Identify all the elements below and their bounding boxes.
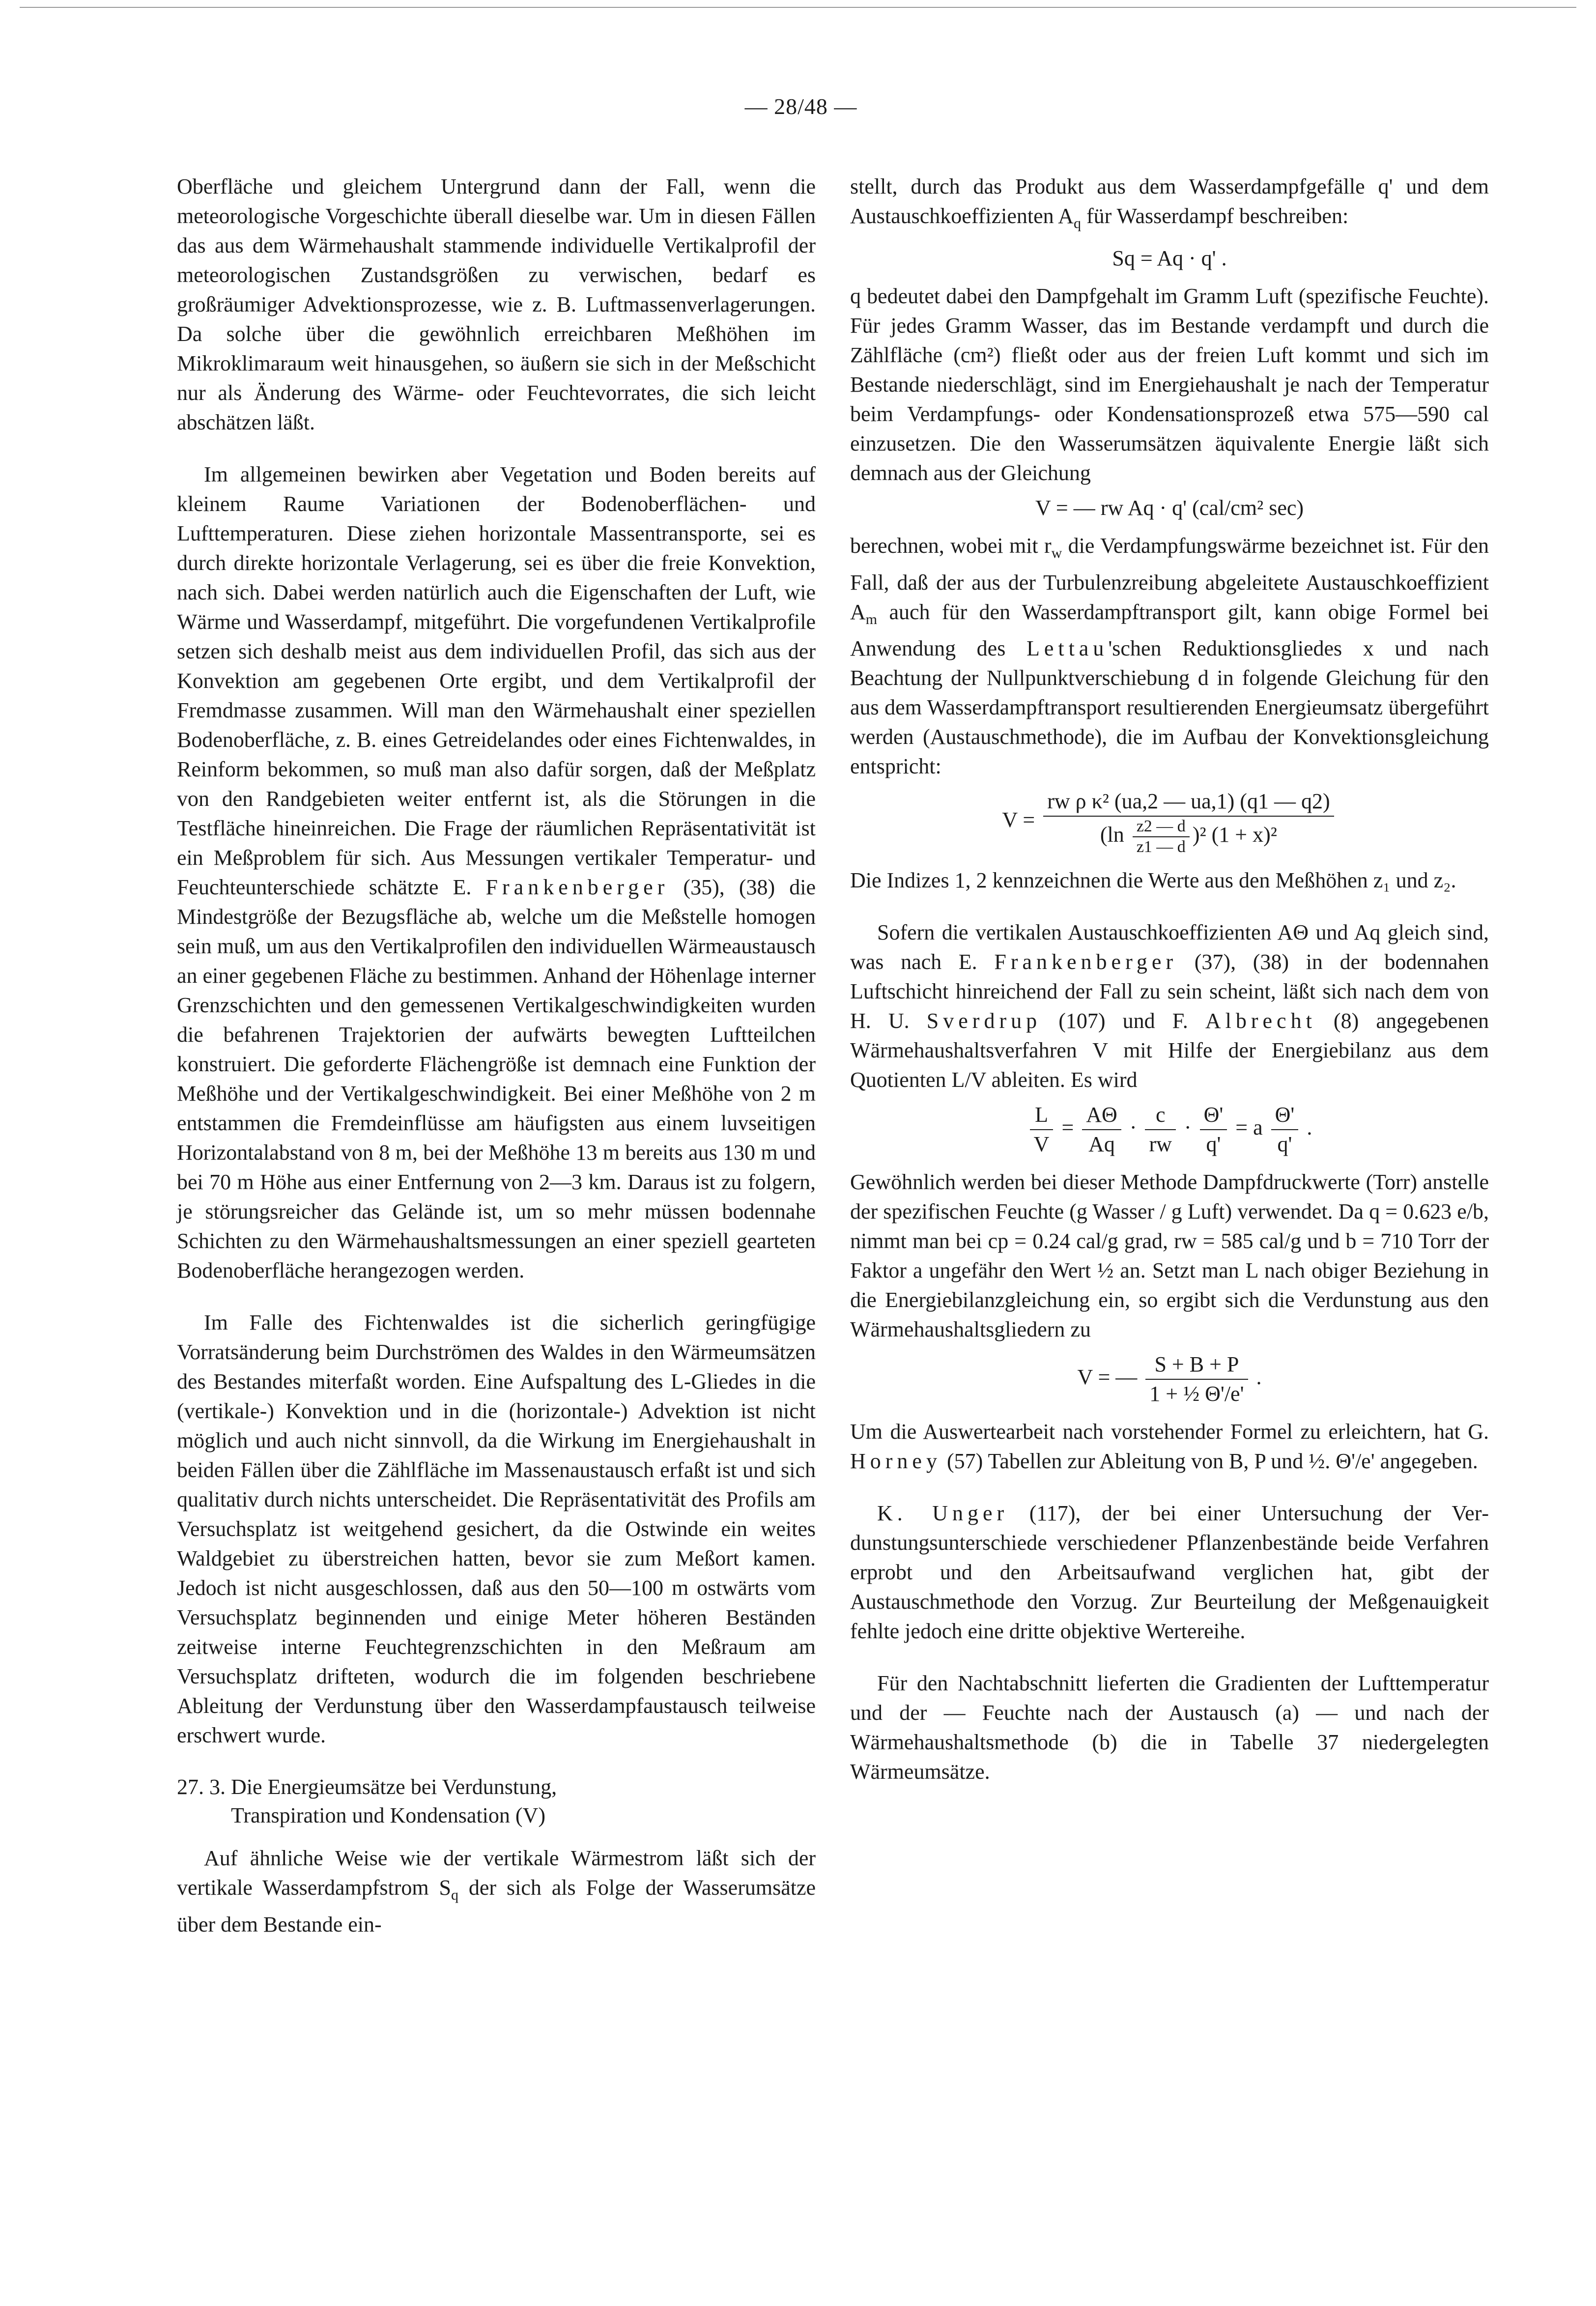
author-name: Horney [850, 1449, 941, 1474]
equation-austausch: V = rw ρ κ² (ua,2 — ua,1) (q1 — q2) (ln $\frac{z2 — d}{z1 — d}$ )² (1 + x)² [850, 787, 1489, 857]
paragraph: K. Unger (117), der bei einer Untersuchung der Verdunstungsunterschiede verschiedener Pflanzenbestände beide Verfahren erprobt und den Arbeitsaufwand verglichen hat, gibt der Austauschmethode den Vorzug. Zur Beurteilung der Meßgenauigkeit fehlte jedoch eine dritte objektive Wertereihe. [850, 1501, 1489, 1644]
paragraph: Im allgemeinen bewirken aber Vegetation und Boden bereits auf kleinem Raume Variationen der Bodenoberflächen- und Lufttemperaturen. Diese ziehen horizontale Massentransporte, sei es durch direkte horizontale Verlagerung, sei es über die freie Konvektion, nach sich. Dabei werden natürlich auch die Eigenschaften der Luft, wie Wärme und Wasserdampf, mitgeführt. Die vorgefundenen Vertikalprofile setzen sich deshalb meist aus dem individuellen Profil, das sich aus der Konvektion am gegebenen Orte ergibt, und dem Vertikalprofil der Fremdmasse zusammen. Will man den Wärmehaushalt einer speziellen Bodenoberfläche, z. B. eines Getreidelandes oder eines Fichtenwaldes, in Reinform bekommen, so muß man also dafür sorgen, daß der Meßplatz von den Randgebieten weiter entfernt ist, als die Störungen in die Testfläche hineinreichen. Die Frage der räumlichen Repräsentativität ist ein Meßproblem für sich. Aus Messungen vertikaler Temperatur- und Feuchteunterschiede schätzte E. Frankenberger (35), (38) die Mindestgröße der Bezugsfläche ab, welche um die Meßstelle homogen sein muß, um aus den Vertikalprofilen den individuellen Wärmeaustausch an einer gegebenen Fläche zu bestimmen. Anhand der Höhenlage interner Grenzschichten und den gemessenen Vertikalgeschwindigkeiten wurden die befahrenen Trajektorien der aufwärts bewegten Luftteilchen konstruiert. Die geforderte Flächengröße ist demnach eine Funktion der Meßhöhe und der Vertikalgeschwindigkeit. Bei einer Meßhöhe von 2 m entstammen die Fremdeinflüsse am häufigsten aus einem luvseitigen Horizontalabstand von 8 m, bei der Meßhöhe 13 m bereits aus 130 m und bei 70 m Höhe aus einer Entfernung von 2—3 km. Daraus ist zu folgern, je störungsreicher das Gelände ist, um so mehr müssen bodennahe Schichten zu den Wärmehaushaltsmessungen an einer speziell gearteten Bodenoberfläche herangezogen werden. [177, 462, 816, 1282]
author-name: Frankenberger [994, 950, 1178, 974]
paragraph: q bedeutet dabei den Dampfgehalt im Gramm Luft (spezifische Feuchte). Für jedes Gramm Wasser, das im Bestande verdampft und durch die Zählfläche (cm²) fließt oder aus der freien Luft kommt und sich im Bestande niederschlägt, sind im Energiehaushalt je nach der Temperatur beim Verdampfungs- oder Kondensationsprozeß etwa 575—590 cal einzusetzen. Die den Wasserumsätzen äquivalente Energie läßt sich demnach aus der Gleichung [850, 284, 1489, 485]
author-name: Albrecht [1205, 1009, 1316, 1033]
left-column [177, 172, 816, 1962]
paragraph: Oberfläche und gleichem Untergrund dann der Fall, wenn die meteorologische Vorgeschichte überall dieselbe war. Um in diesen Fällen das aus dem Wärmehaushalt stammende individuelle Vertikalprofil der meteorologischen Zustandsgrößen zu verwischen, bedarf es großräumiger Advektionsprozesse, wie z. B. Luftmassenverlagerungen. Da solche über die gewöhnlich erreichbaren Meßhöhen im Mikroklimaraum weit hinausgehen, so äußern sie sich in der Meßschicht nur als Änderung des Wärme- oder Feuchtevorrates, die sich leicht abschätzen läßt. [177, 174, 816, 434]
paragraph: Die Indizes 1, 2 kennzeichnen die Werte aus den Meßhöhen z₁ und z₂. [850, 868, 1456, 893]
equation-bowen: $\frac{L}{V}$ = $\frac{A\Theta}{Aq}$ · $\frac{c}{rw}$ · $\frac{\Theta'}{q'}$ = a $\frac{\Theta'}{q'}$ . [850, 1101, 1489, 1159]
equation-verdunstung: V = — $\frac{S + B + P}{\text{1 + ½ Θ'/e'}}$ . [850, 1350, 1489, 1408]
page-number: — 28/48 — [744, 94, 857, 119]
author-name: Lettau [1026, 636, 1109, 661]
paragraph: Sofern die vertikalen Austauschkoeffizienten AΘ und Aq gleich sind, was nach E. Frankenberger (37), (38) in der bodennahen Luftschicht hinreichend der Fall zu sein scheint, läßt sich nach dem von H. U. Sverdrup (107) und F. Albrecht (8) angegebenen Wärmehaushaltsverfahren V mit Hilfe der Energiebilanz aus dem Quotienten L/V ableiten. Es wird [850, 920, 1489, 1092]
top-scan-rule [20, 7, 1576, 8]
paragraph: Im Falle des Fichtenwaldes ist die sicherlich geringfügige Vorratsänderung beim Durchströmen des Waldes in den Wärmeumsätzen des Bestandes miterfaßt worden. Eine Aufspaltung des L-Gliedes in die (vertikale-) Konvektion und in die (horizontale-) Advektion ist nicht möglich und auch nicht sinnvoll, da die Wirkung im Energiehaushalt in beiden Fällen über die Zählfläche im Massenaustausch erfaßt ist und sich qualitativ durch nichts unterscheidet. Die Repräsentativität des Profils am Versuchsplatz ist weitgehend gesichert, da die Ostwinde ein weites Waldgebiet zu überstreichen hatten, bevor sie zum Meßort kamen. Jedoch ist nicht ausgeschlossen, daß aus den 50—100 m ostwärts vom Versuchsplatz beginnenden und einige Meter höheren Beständen zeitweise interne Feuchtegrenzschichten in den Meßraum am Versuchsplatz drifteten, wodurch die im folgenden beschriebene Ableitung der Verdunstung über den Wasserdampfaustausch teilweise erschwert wurde. [177, 1310, 816, 1747]
equation-v: V = — rw Aq · q' (cal/cm² sec) [1035, 495, 1304, 520]
section-heading: 27. 3. Die Energieumsätze bei Verdunstung, Transpiration und Kondensation (V) [177, 1775, 557, 1827]
equation-sq: Sq = Aq · q' . [1112, 246, 1227, 270]
author-name: Frankenberger [485, 875, 669, 899]
paragraph: Für den Nachtabschnitt lieferten die Gradienten der Lufttemperatur und der — Feuchte nach der Austausch (a) — und nach der Wärmehaushaltsmethode (b) die in Tabelle 37 niedergelegten Wärmeumsätze. [850, 1671, 1489, 1784]
paragraph: stellt, durch das Produkt aus dem Wasserdampfgefälle q' und dem Austauschkoeffizienten $A_q$ für Wasserdampf beschreiben: [850, 174, 1489, 231]
right-column [850, 172, 1489, 1809]
paragraph: berechnen, wobei mit $r_w$ die Verdampfungswärme bezeichnet ist. Für den Fall, daß der aus der Turbulenzreibung abgeleitete Austauschkoeffizient $A_m$ auch für den Wasserdampftransport gilt, kann obige Formel bei Anwendung des Lettau'schen Reduktionsgliedes x und nach Beachtung der Nullpunktverschiebung d in folgende Gleichung für den aus dem Wasserdampftransport resultierenden Energieumsatz übergeführt werden (Austauschmethode), die im Aufbau der Konvektionsgleichung entspricht: [850, 533, 1489, 779]
paragraph: Gewöhnlich werden bei dieser Methode Dampfdruckwerte (Torr) anstelle der spezifischen Feuchte (g Wasser / g Luft) verwendet. Da q = 0.623 e/b, nimmt man bei cp = 0.24 cal/g grad, rw = 585 cal/g und b = 710 Torr der Faktor a ungefähr den Wert ½ an. Setzt man L nach obiger Beziehung in die Energiebilanzgleichung ein, so ergibt sich die Verdunstung aus den Wärmehaushaltsgliedern zu [850, 1170, 1489, 1342]
author-name: K. Unger [877, 1501, 1009, 1526]
paragraph: Auf ähnliche Weise wie der vertikale Wärmestrom läßt sich der vertikale Wasserdampfstrom $S_q$ der sich als Folge der Wasserumsätze über dem Bestande ein- [177, 1846, 816, 1936]
author-name: Sverdrup [926, 1009, 1042, 1033]
paragraph: Um die Auswertearbeit nach vorstehender Formel zu erleichtern, hat G. Horney (57) Tabellen zur Ableitung von B, P und ½. Θ'/e' angegeben. [850, 1420, 1489, 1474]
